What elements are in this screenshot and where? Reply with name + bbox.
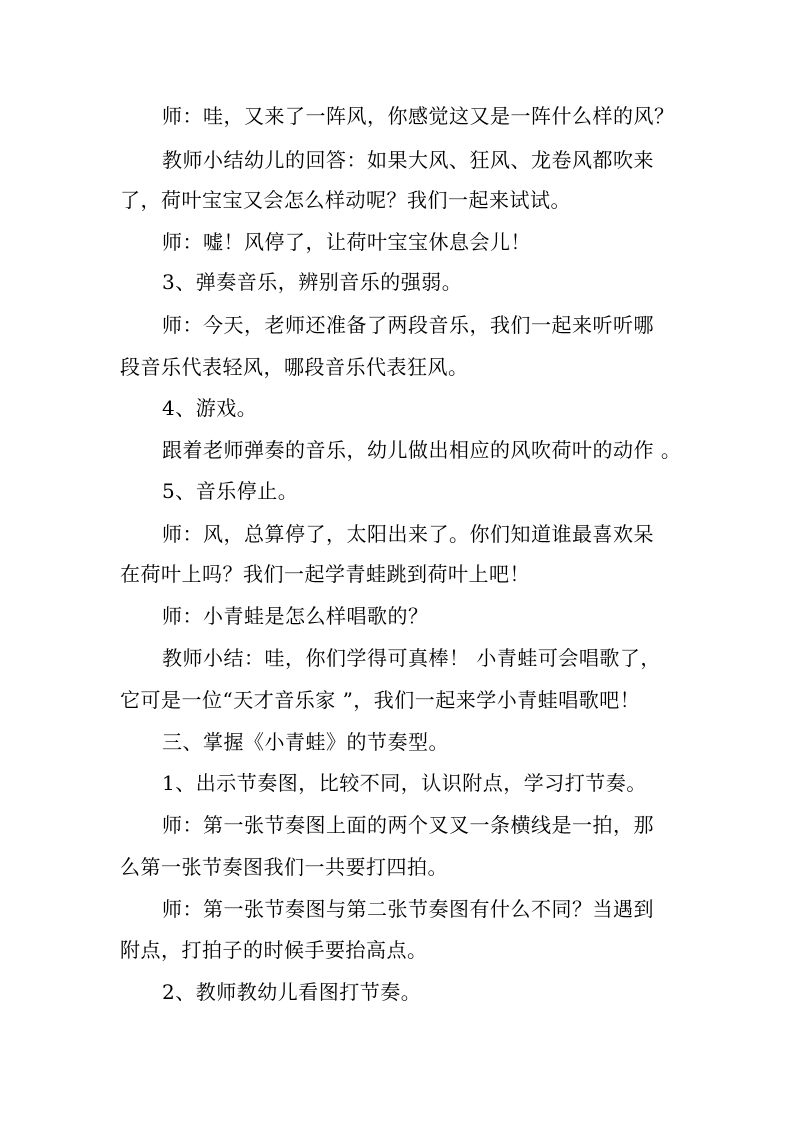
paragraph-line: 5、音乐停止。	[162, 479, 299, 503]
paragraph-line: 师：风，总算停了，太阳出来了。你们知道谁最喜欢呆	[162, 522, 654, 546]
paragraph-line: 师：今天，老师还准备了两段音乐，我们一起来听听哪	[162, 313, 654, 337]
paragraph-line: 师：第一张节奏图与第二张节奏图有什么不同？当遇到	[162, 897, 654, 921]
paragraph-line: 么第一张节奏图我们一共要打四拍。	[120, 855, 448, 879]
paragraph-line: 附点，打拍子的时候手要抬高点。	[120, 938, 428, 962]
paragraph-line: 教师小结：哇，你们学得可真棒！ 小青蛙可会唱歌了，	[162, 646, 661, 670]
paragraph-line: 在荷叶上吗？我们一起学青蛙跳到荷叶上吧！	[120, 562, 530, 586]
paragraph-line: 1、出示节奏图，比较不同，认识附点，学习打节奏。	[162, 771, 647, 795]
paragraph-line: 了，荷叶宝宝又会怎么样动呢？我们一起来试试。	[120, 188, 571, 212]
paragraph-line: 它可是一位“天才音乐家 ”，我们一起来学小青蛙唱歌吧！	[120, 688, 641, 712]
paragraph-line: 跟着老师弹奏的音乐，幼儿做出相应的风吹荷叶的动作 。	[162, 438, 682, 462]
paragraph-line: 教师小结幼儿的回答：如果大风、狂风、龙卷风都吹来	[162, 148, 654, 172]
paragraph-line: 段音乐代表轻风，哪段音乐代表狂风。	[120, 355, 469, 379]
paragraph-line: 师：第一张节奏图上面的两个叉叉一条横线是一拍，那	[162, 813, 654, 837]
paragraph-line: 师：小青蛙是怎么样唱歌的？	[162, 604, 429, 628]
paragraph-line: 3、弹奏音乐，辨别音乐的强弱。	[162, 270, 463, 294]
paragraph-line: 4、游戏。	[162, 396, 258, 420]
paragraph-line: 三、掌握《小青蛙》的节奏型。	[162, 730, 449, 754]
paragraph-line: 2、教师教幼儿看图打节奏。	[162, 980, 422, 1004]
paragraph-line: 师：哇，又来了一阵风，你感觉这又是一阵什么样的风？	[162, 104, 675, 128]
paragraph-line: 师：嘘！风停了，让荷叶宝宝休息会儿！	[162, 230, 531, 254]
